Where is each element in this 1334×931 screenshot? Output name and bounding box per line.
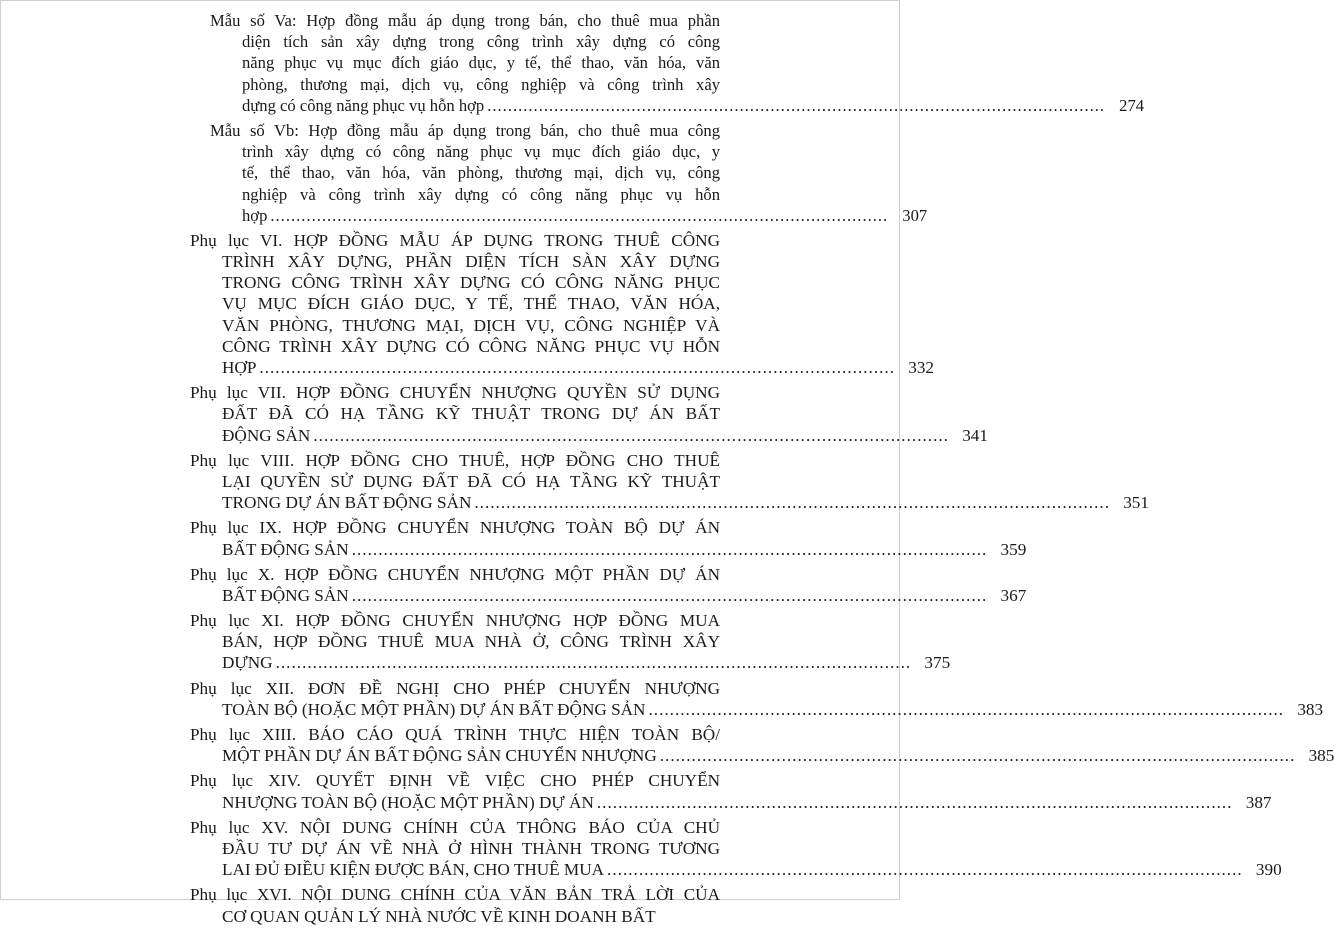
toc-entry bbox=[190, 382, 988, 446]
toc-entry-line bbox=[190, 770, 720, 791]
toc-entry-line bbox=[190, 315, 720, 336]
page-number: 367 bbox=[1000, 585, 1027, 605]
toc-entry-last-line bbox=[190, 652, 951, 673]
page-number: 390 bbox=[1255, 860, 1282, 880]
toc-entry-text: Mẫu số Vb: Hợp đồng mẫu áp dụng trong bán, cho thuê mua công bbox=[210, 120, 720, 140]
page-number: 375 bbox=[924, 653, 951, 673]
page-number: 307 bbox=[902, 205, 928, 225]
dot-leader: ........................................................................................................................ bbox=[474, 493, 1110, 513]
dot-leader: ........................................................................................................................ bbox=[351, 539, 988, 559]
toc-entry-line bbox=[190, 184, 720, 205]
toc-entry-text: Phụ lục XVI. NỘI DUNG CHÍNH CỦA VĂN BẢN TRẢ LỜI CỦA bbox=[190, 885, 720, 905]
toc-entry-line bbox=[190, 120, 720, 141]
toc-entry bbox=[190, 610, 951, 674]
dot-leader: ........................................................................................................................ bbox=[313, 425, 949, 445]
toc-entry-text: TRONG CÔNG TRÌNH XÂY DỰNG CÓ CÔNG NĂNG PHỤC bbox=[222, 273, 720, 293]
toc-entry-line bbox=[190, 10, 720, 31]
dot-leader: ........................................................................................................................ bbox=[351, 585, 988, 605]
page-number: 341 bbox=[962, 425, 988, 445]
toc-entry-line bbox=[190, 884, 720, 905]
toc-entry-line bbox=[190, 251, 720, 272]
toc-entry-last-line bbox=[190, 699, 1324, 720]
toc-entry-text: Phụ lục XIII. BÁO CÁO QUÁ TRÌNH THỰC HIỆN TOÀN BỘ/ bbox=[190, 725, 720, 744]
toc-entry-line bbox=[190, 610, 720, 631]
toc-entry-text: Phụ lục IX. HỢP ĐỒNG CHUYỂN NHƯỢNG TOÀN BỘ DỰ ÁN bbox=[190, 518, 720, 538]
toc-entry-line bbox=[190, 52, 720, 73]
toc-entry-last-line bbox=[190, 585, 1027, 606]
page-number: 274 bbox=[1119, 95, 1145, 115]
toc-entry-text: ĐẦU TƯ DỰ ÁN VỀ NHÀ Ở HÌNH THÀNH TRONG TƯƠNG bbox=[222, 838, 720, 858]
toc-entry-text: tế, thể thao, văn hóa, văn phòng, thương mại, dịch vụ, công bbox=[242, 163, 720, 183]
dot-leader: ........................................................................................................................ bbox=[648, 699, 1285, 719]
toc-entry-text: DỰNG bbox=[222, 653, 273, 673]
toc-entry bbox=[190, 120, 928, 226]
toc-entry-line bbox=[190, 724, 720, 745]
toc-entry bbox=[190, 517, 1027, 559]
dot-leader: ........................................................................................................................ bbox=[659, 746, 1296, 766]
toc-entry-line bbox=[190, 471, 720, 492]
toc-entry-line bbox=[190, 141, 720, 162]
toc-entry-last-line bbox=[190, 425, 988, 446]
toc-entry-last-line bbox=[190, 539, 1027, 560]
toc-entry-line bbox=[190, 517, 720, 538]
toc-entry-text: Phụ lục XV. NỘI DUNG CHÍNH CỦA THÔNG BÁO CỦA CHỦ bbox=[190, 817, 720, 837]
toc-entry-text: ĐỘNG SẢN bbox=[222, 425, 311, 445]
toc-entry-text: ĐẤT ĐÃ CÓ HẠ TẦNG KỸ THUẬT TRONG DỰ ÁN BẤT bbox=[222, 404, 720, 424]
toc-entry-text: CƠ QUAN QUẢN LÝ NHÀ NƯỚC VỀ KINH DOANH BẤT bbox=[222, 906, 656, 926]
toc-entry-last-line bbox=[190, 859, 1282, 880]
toc-entry bbox=[190, 450, 1149, 514]
dot-leader: ........................................................................................................................ bbox=[275, 653, 912, 673]
toc-entry-text: diện tích sản xây dựng trong công trình xây dựng có công bbox=[242, 32, 720, 52]
toc-entry-text: LAI ĐỦ ĐIỀU KIỆN ĐƯỢC BÁN, CHO THUÊ MUA bbox=[222, 860, 605, 880]
toc-entry bbox=[190, 10, 1145, 116]
toc-entry-line bbox=[190, 631, 720, 652]
toc-entry-line bbox=[190, 403, 720, 424]
page-number: 359 bbox=[1000, 539, 1027, 559]
toc-entry-text: LẠI QUYỀN SỬ DỤNG ĐẤT ĐÃ CÓ HẠ TẦNG KỸ THUẬT bbox=[222, 471, 720, 491]
toc-entry bbox=[190, 770, 1272, 812]
toc-entry-text: NHƯỢNG TOÀN BỘ (HOẶC MỘT PHẦN) DỰ ÁN bbox=[222, 792, 594, 812]
toc-entry-last-line bbox=[190, 492, 1149, 513]
toc-entry bbox=[190, 230, 935, 378]
dot-leader: ........................................................................................................................ bbox=[270, 205, 889, 225]
toc-entry-line bbox=[190, 272, 720, 293]
toc-entry-text: Phụ lục VI. HỢP ĐỒNG MẪU ÁP DỤNG TRONG THUÊ CÔNG bbox=[190, 230, 720, 250]
toc-entry-line bbox=[190, 293, 720, 314]
toc-entry-text: CÔNG TRÌNH XÂY DỰNG CÓ CÔNG NĂNG PHỤC VỤ HỖN bbox=[222, 336, 720, 356]
toc-entry-line bbox=[190, 31, 720, 52]
toc-entry-line bbox=[190, 817, 720, 838]
toc-entry-text: HỢP bbox=[222, 358, 257, 377]
toc-entry-text: dựng có công năng phục vụ hỗn hợp bbox=[242, 95, 485, 115]
toc-entry-text: VỤ MỤC ĐÍCH GIÁO DỤC, Y TẾ, THỂ THAO, VĂN HÓA, bbox=[222, 294, 720, 314]
toc-entry bbox=[190, 884, 720, 926]
toc-entry-line bbox=[190, 838, 720, 859]
toc-entry bbox=[190, 678, 1324, 720]
toc-entry-text: nghiệp và công trình xây dựng có công năng phục vụ hỗn bbox=[242, 184, 720, 204]
toc-entry-line bbox=[190, 382, 720, 403]
toc-entry-line bbox=[190, 336, 720, 357]
toc-entry-text: BÁN, HỢP ĐỒNG THUÊ MUA NHÀ Ở, CÔNG TRÌNH XÂY bbox=[222, 632, 720, 652]
toc-entry bbox=[190, 564, 1027, 606]
toc-entry bbox=[190, 724, 1334, 766]
toc-entry-text: Mẫu số Va: Hợp đồng mẫu áp dụng trong bán, cho thuê mua phần bbox=[210, 11, 720, 30]
toc-entry-last-line bbox=[190, 95, 1145, 116]
dot-leader: ........................................................................................................................ bbox=[607, 860, 1243, 880]
page-number: 387 bbox=[1245, 792, 1272, 812]
toc-entry-text: năng phục vụ mục đích giáo dục, y tế, thể thao, văn hóa, văn bbox=[242, 53, 720, 73]
toc-entry-text: TOÀN BỘ (HOẶC MỘT PHẦN) DỰ ÁN BẤT ĐỘNG SẢN bbox=[222, 699, 646, 719]
toc-entry-text: trình xây dựng có công năng phục vụ mục đích giáo dục, y bbox=[242, 142, 720, 162]
toc-entry-line bbox=[190, 906, 720, 927]
page-number: 385 bbox=[1308, 746, 1334, 766]
toc-entry-line bbox=[190, 450, 720, 471]
toc-entry-line bbox=[190, 162, 720, 183]
toc-entry-text: TRONG DỰ ÁN BẤT ĐỘNG SẢN bbox=[222, 493, 472, 513]
toc-entry-text: VĂN PHÒNG, THƯƠNG MẠI, DỊCH VỤ, CÔNG NGHIỆP VÀ bbox=[222, 315, 720, 335]
page-number: 332 bbox=[908, 358, 935, 377]
page-number: 351 bbox=[1123, 493, 1149, 513]
toc-entry-text: phòng, thương mại, dịch vụ, công nghiệp và công trình xây bbox=[242, 74, 720, 94]
toc-entry-text: Phụ lục VIII. HỢP ĐỒNG CHO THUÊ, HỢP ĐỒNG CHO THUÊ bbox=[190, 450, 720, 470]
dot-leader: ........................................................................................................................ bbox=[487, 95, 1106, 115]
toc-entry-text: Phụ lục XIV. QUYẾT ĐỊNH VỀ VIỆC CHO PHÉP CHUYỂN bbox=[190, 771, 720, 791]
toc-entry bbox=[190, 817, 1282, 881]
toc-entry-last-line bbox=[190, 745, 1334, 766]
toc-entry-last-line bbox=[190, 357, 935, 378]
toc-entry-line bbox=[190, 230, 720, 251]
toc-entry-text: TRÌNH XÂY DỰNG, PHẦN DIỆN TÍCH SÀN XÂY DỰNG bbox=[222, 252, 720, 272]
dot-leader: ........................................................................................................................ bbox=[596, 792, 1233, 812]
toc-entry-text: BẤT ĐỘNG SẢN bbox=[222, 585, 349, 605]
toc-entry-text: BẤT ĐỘNG SẢN bbox=[222, 539, 349, 559]
dot-leader: ........................................................................................................................ bbox=[259, 358, 896, 377]
table-of-contents bbox=[0, 10, 1334, 931]
toc-entry-last-line bbox=[190, 205, 928, 226]
toc-entry-line bbox=[190, 564, 720, 585]
page-number: 383 bbox=[1297, 699, 1324, 719]
toc-entry-text: hợp bbox=[242, 205, 268, 225]
toc-entry-text: Phụ lục XI. HỢP ĐỒNG CHUYỂN NHƯỢNG HỢP ĐỒNG MUA bbox=[190, 611, 720, 631]
toc-entry-last-line bbox=[190, 792, 1272, 813]
toc-entry-text: Phụ lục XII. ĐƠN ĐỀ NGHỊ CHO PHÉP CHUYỂN NHƯỢNG bbox=[190, 678, 720, 698]
toc-entry-line bbox=[190, 678, 720, 699]
toc-entry-text: Phụ lục VII. HỢP ĐỒNG CHUYỂN NHƯỢNG QUYỀN SỬ DỤNG bbox=[190, 383, 720, 403]
toc-entry-text: Phụ lục X. HỢP ĐỒNG CHUYỂN NHƯỢNG MỘT PHẦN DỰ ÁN bbox=[190, 564, 720, 584]
toc-entry-text: MỘT PHẦN DỰ ÁN BẤT ĐỘNG SẢN CHUYỂN NHƯỢNG bbox=[222, 746, 657, 766]
toc-entry-line bbox=[190, 74, 720, 95]
